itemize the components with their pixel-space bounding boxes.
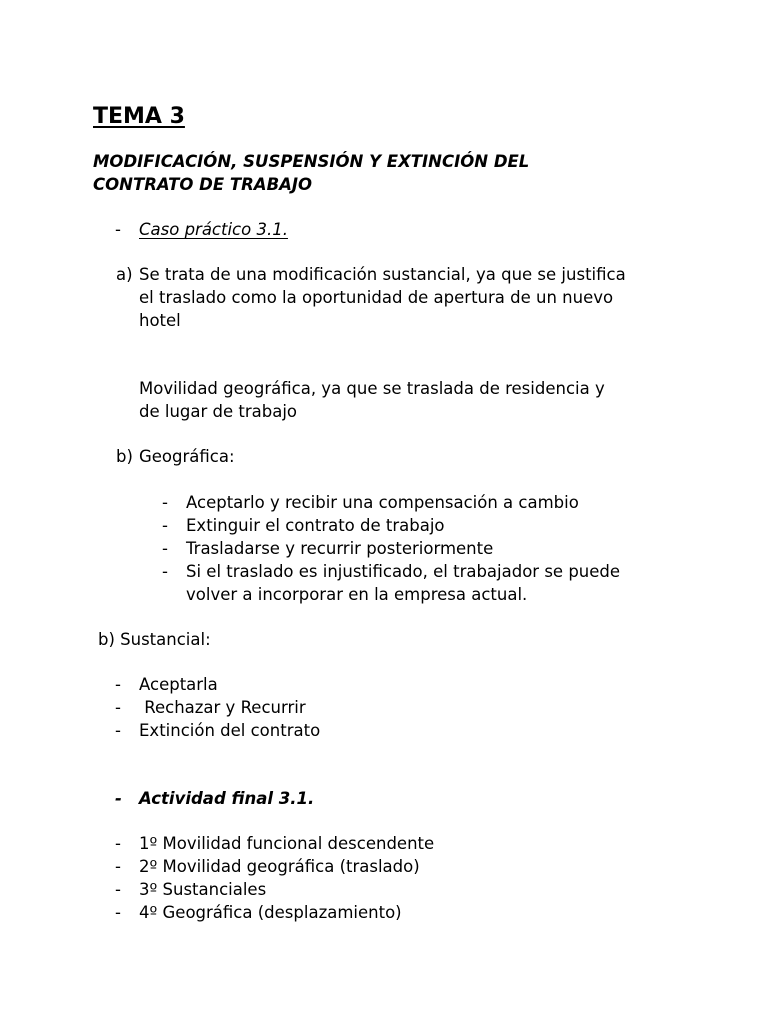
section-dash: - — [115, 789, 122, 808]
document-subtitle — [93, 150, 613, 196]
list-marker-b1: b) — [116, 447, 133, 466]
label-sustancial: b) Sustancial: — [98, 630, 211, 649]
list-item: Aceptarla — [139, 675, 218, 694]
list-item: 3º Sustanciales — [139, 880, 267, 899]
list-item: Extinción del contrato — [139, 721, 321, 740]
section-heading-actividad-final: Actividad final 3.1. — [139, 789, 315, 808]
list-dash: - — [115, 698, 121, 717]
subtitle-line-1: MODIFICACIÓN, SUSPENSIÓN Y EXTINCIÓN DEL — [93, 152, 530, 171]
list-dash: - — [115, 834, 121, 853]
list-dash: - — [162, 562, 168, 581]
section-heading-caso-practico: Caso práctico 3.1. — [139, 220, 288, 239]
paragraph-a-line-2: el traslado como la oportunidad de apertura de un nuevo — [139, 288, 614, 307]
list-item-continuation: volver a incorporar en la empresa actual. — [186, 585, 528, 604]
list-item: Trasladarse y recurrir posteriormente — [186, 539, 494, 558]
list-dash: - — [162, 493, 168, 512]
paragraph-movilidad-line-2: de lugar de trabajo — [139, 402, 298, 421]
list-item: 2º Movilidad geográfica (traslado) — [139, 857, 420, 876]
list-item: 1º Movilidad funcional descendente — [139, 834, 435, 853]
list-item: Extinguir el contrato de trabajo — [186, 516, 445, 535]
paragraph-movilidad-line-1: Movilidad geográfica, ya que se traslada de residencia y — [139, 379, 605, 398]
list-dash: - — [115, 675, 121, 694]
subtitle-line-2: CONTRATO DE TRABAJO — [93, 175, 313, 194]
list-item: Aceptarlo y recibir una compensación a cambio — [186, 493, 579, 512]
paragraph-a-line-1: Se trata de una modificación sustancial, ya que se justifica — [139, 265, 626, 284]
list-dash: - — [162, 539, 168, 558]
list-dash: - — [115, 880, 121, 899]
list-dash: - — [115, 903, 121, 922]
list-marker-a: a) — [116, 265, 133, 284]
list-item: Si el traslado es injustificado, el trabajador se puede — [186, 562, 621, 581]
label-geografica: Geográfica: — [139, 447, 235, 466]
list-dash: - — [115, 721, 121, 740]
list-item: Rechazar y Recurrir — [139, 698, 306, 717]
list-dash: - — [115, 857, 121, 876]
section-dash: - — [115, 220, 121, 239]
document-title: TEMA 3 — [93, 104, 185, 129]
list-item: 4º Geográfica (desplazamiento) — [139, 903, 402, 922]
paragraph-a-line-3: hotel — [139, 311, 181, 330]
list-dash: - — [162, 516, 168, 535]
